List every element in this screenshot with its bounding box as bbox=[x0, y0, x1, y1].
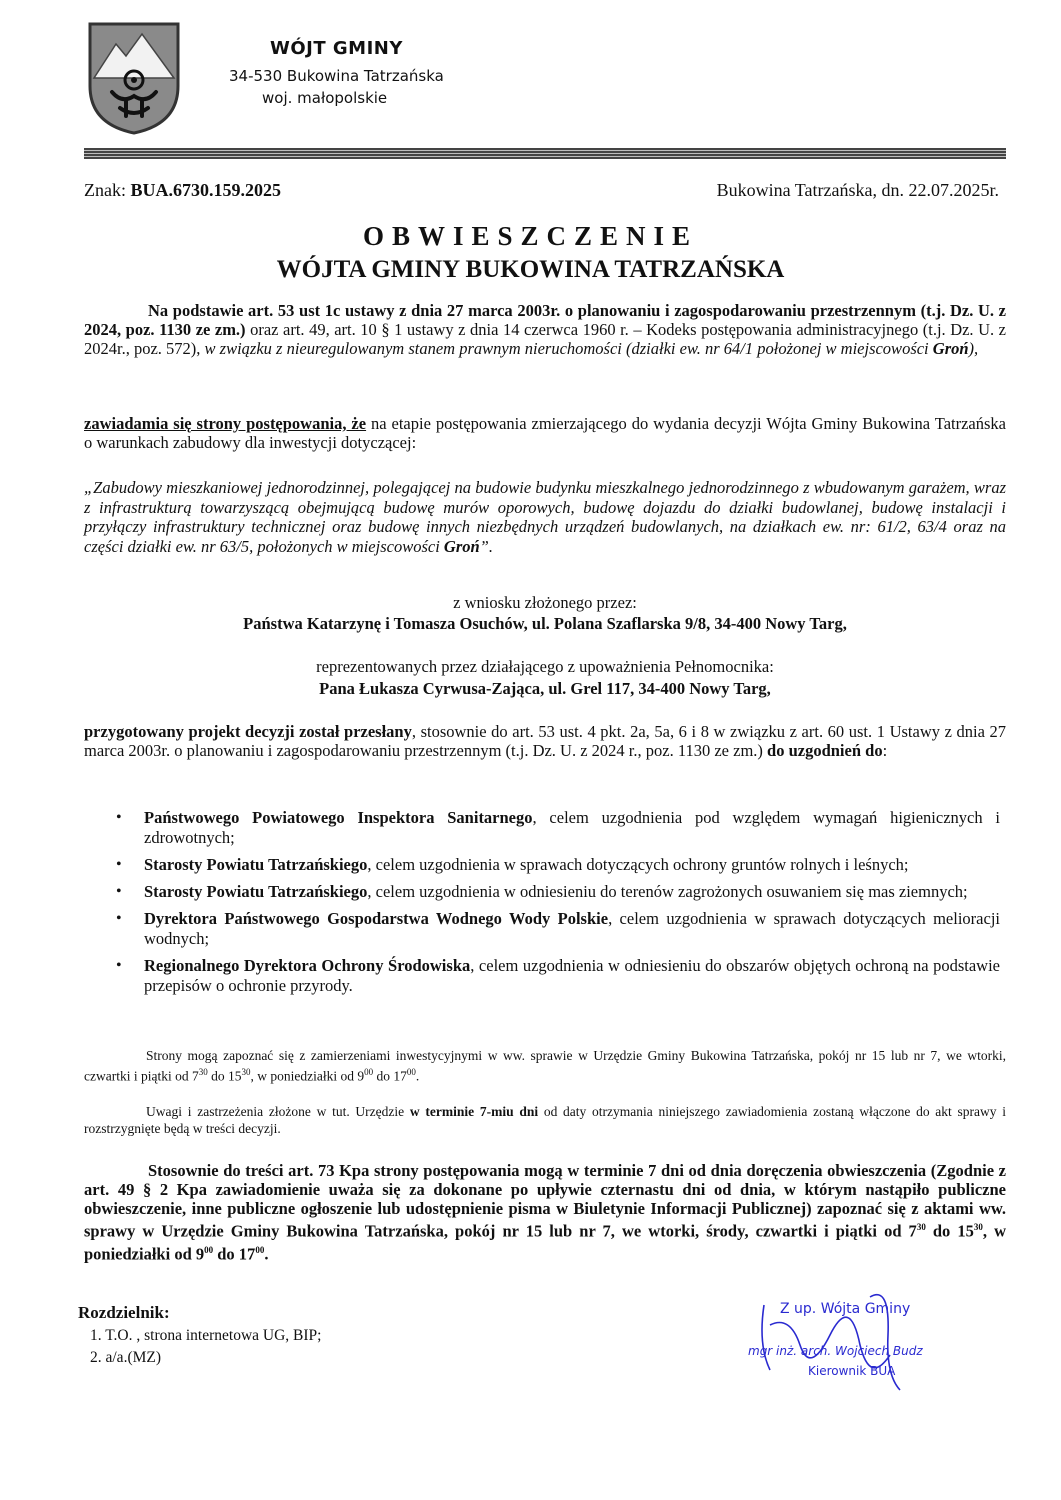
list-item: • Starosty Powiatu Tatrzańskiego, celem uzgodnienia w sprawach dotyczących ochrony gruntów rolnych i leśnych; bbox=[116, 855, 909, 874]
final-paragraph: Stosownie do treści art. 73 Kpa strony postępowania mogą w terminie 7 dni od dnia doręczenia obwieszczenia (Zgodnie z art. 49 § 2 Kpa zawiadomienie uważa się za dokonane po upływie czternastu dni od dnia, w którym nastąpiło publiczne obwieszczenie, inne publiczne ogłoszenie lub udostępnienie pisma w Biuletynie Informacji Publicznej) zapoznać się z aktami ww. sprawy w Urzędzie Gminy Bukowina Tatrzańska, pokój nr 15 lub nr 7, we wtorki, środy, czwartki i piątki od $7^{30}$ do $15^{30}$, w poniedziałki od $9^{00}$ do $17^{00}$. bbox=[84, 1161, 1006, 1263]
signature-stamp bbox=[740, 1285, 980, 1395]
svg-text:Kierownik BUA: Kierownik BUA bbox=[808, 1364, 896, 1378]
svg-text:mgr inż. arch. Wojciech Budz: mgr inż. arch. Wojciech Budz bbox=[748, 1344, 923, 1358]
header-title: WÓJT GMINY bbox=[270, 38, 403, 59]
agreement-list bbox=[84, 808, 1000, 1003]
representative-name: Pana Łukasza Cyrwusa-Zająca, ul. Grel 117, 34-400 Nowy Targ, bbox=[319, 679, 771, 698]
investment-description: „Zabudowy mieszkaniowej jednorodzinnej, polegającej na budowie budynku mieszkalnego jednorodzinnego z wbudowanym garażem, wraz z infrastrukturą towarzyszącą obejmującą budowę murów oporowych, budowę dojazdu do działki budowlanej, budowę instalacji i przyłączy infrastruktury technicznej oraz budowę innych niezbędnych urządzeń budowlanych, na działkach ew. nr: 61/2, 63/4 oraz na części działki ew. nr 63/5, położonych w miejscowości Groń”. bbox=[84, 478, 1006, 556]
distribution-list bbox=[90, 1325, 321, 1369]
remarks-note: Uwagi i zastrzeżenia złożone w tut. Urzędzie w terminie 7-miu dni od daty otrzymania niniejszego zawiadomienia zostaną włączone do akt sprawy i rozstrzygnięte będą w treści decyzji. bbox=[84, 1104, 1006, 1136]
document-subtitle: WÓJTA GMINY BUKOWINA TATRZAŃSKA bbox=[276, 256, 785, 283]
legal-basis-paragraph: Na podstawie art. 53 ust 1c ustawy z dnia 27 marca 2003r. o planowaniu i zagospodarowaniu przestrzennym (t.j. Dz. U. z 2024, poz. 1130 ze zm.) oraz art. 49, art. 10 § 1 ustawy z dnia 14 czerwca 1960 r. – Kodeks postępowania administracyjnego (t.j. Dz. U. z 2024r., poz. 572), w związku z nieuregulowanym stanem prawnym nieruchomości (działki ew. nr 64/1 położonej w miejscowości Groń), bbox=[84, 301, 1006, 358]
representative-label: reprezentowanych przez działającego z upoważnienia Pełnomocnika: bbox=[316, 657, 774, 676]
document-date: Bukowina Tatrzańska, dn. 22.07.2025r. bbox=[716, 180, 999, 200]
document-title: OBWIESZCZENIE bbox=[362, 221, 699, 251]
distribution-heading: Rozdzielnik: bbox=[78, 1303, 170, 1322]
list-item: • Państwowego Powiatowego Inspektora Sanitarnego, celem uzgodnienia pod względem wymagań higienicznych i zdrowotnych; bbox=[116, 808, 1000, 847]
list-item: 1. T.O. , strona internetowa UG, BIP; bbox=[90, 1327, 322, 1344]
applicant-name: Państwa Katarzynę i Tomasza Osuchów, ul. Polana Szaflarska 9/8, 34-400 Nowy Targ, bbox=[243, 614, 847, 633]
decision-paragraph: przygotowany projekt decyzji został przesłany, stosownie do art. 53 ust. 4 pkt. 2a, 5a, 6 i 8 w związku z art. 60 ust. 1 Ustawy z dnia 27 marca 2003r. o planowaniu i zagospodarowaniu przestrzennym (t.j. Dz. U. z 2024 r., poz. 1130 ze zm.) do uzgodnień do: bbox=[84, 722, 1006, 760]
list-item: • Starosty Powiatu Tatrzańskiego, celem uzgodnienia w odniesieniu do terenów zagrożonych osuwaniem się mas ziemnych; bbox=[116, 882, 968, 901]
header-divider bbox=[84, 148, 1006, 159]
applicant-label: z wniosku złożonego przez: bbox=[453, 593, 637, 612]
list-item: • Regionalnego Dyrektora Ochrony Środowiska, celem uzgodnienia w odniesieniu do obszarów objętych ochroną na podstawie przepisów o ochronie przyrody. bbox=[116, 956, 1000, 995]
reference-number: Znak: BUA.6730.159.2025 bbox=[84, 180, 282, 200]
coat-of-arms-icon bbox=[86, 20, 182, 136]
header-region: woj. małopolskie bbox=[262, 89, 388, 107]
inspection-note: Strony mogą zapoznać się z zamierzeniami inwestycyjnymi w ww. sprawie w Urzędzie Gminy Bukowina Tatrzańska, pokój nr 15 lub nr 7, we wtorki, czwartki i piątki od $7^{30}$ do $15^{30}$, w poniedziałki od $9^{00}$ do $17^{00}$. bbox=[84, 1048, 1006, 1084]
header-address: 34-530 Bukowina Tatrzańska bbox=[229, 67, 444, 85]
notification-paragraph: zawiadamia się strony postępowania, że na etapie postępowania zmierzającego do wydania decyzji Wójta Gminy Bukowina Tatrzańska o warunkach zabudowy dla inwestycji dotyczącej: bbox=[84, 414, 1006, 452]
list-item: • Dyrektora Państwowego Gospodarstwa Wodnego Wody Polskie, celem uzgodnienia w sprawach dotyczących melioracji wodnych; bbox=[116, 909, 1000, 948]
list-item: 2. a/a.(MZ) bbox=[90, 1349, 162, 1366]
svg-text:Z up. Wójta Gminy: Z up. Wójta Gminy bbox=[780, 1301, 911, 1317]
